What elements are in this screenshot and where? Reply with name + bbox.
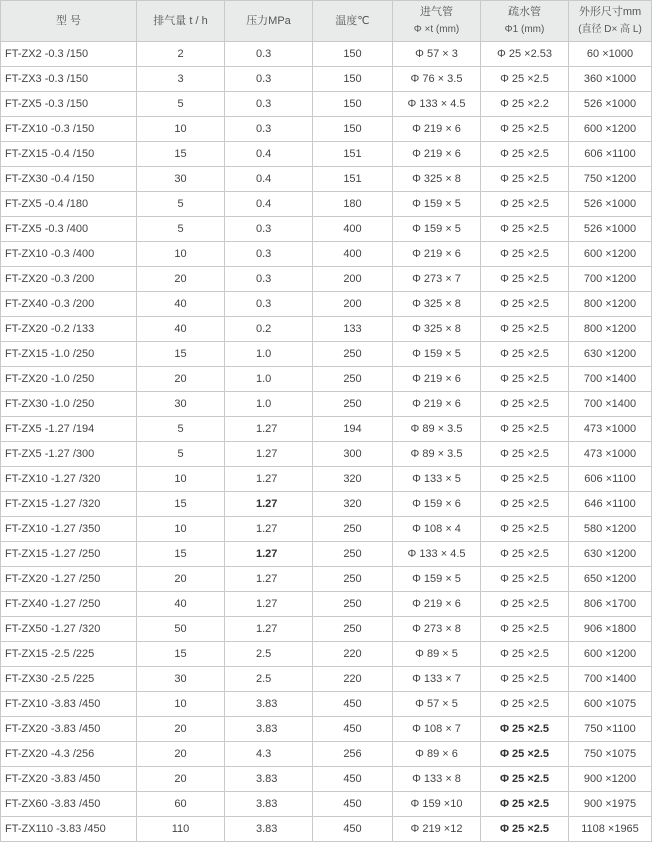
cell-model: FT-ZX10 -1.27 /350 [1, 517, 137, 542]
cell-model: FT-ZX20 -4.3 /256 [1, 742, 137, 767]
table-row [1, 342, 652, 367]
table-row [1, 142, 652, 167]
cell-flow: 3 [137, 67, 225, 92]
cell-dimensions: 580 ×1200 [569, 517, 652, 542]
cell-dimensions: 600 ×1200 [569, 117, 652, 142]
cell-model: FT-ZX20 -1.27 /250 [1, 567, 137, 592]
cell-flow: 20 [137, 717, 225, 742]
cell-model: FT-ZX110 -3.83 /450 [1, 817, 137, 842]
cell-flow: 20 [137, 767, 225, 792]
cell-flow: 15 [137, 542, 225, 567]
cell-pressure: 1.27 [225, 592, 313, 617]
header-inlet-label: 进气管 [420, 6, 453, 18]
cell-model: FT-ZX15 -1.27 /250 [1, 542, 137, 567]
cell-model: FT-ZX2 -0.3 /150 [1, 42, 137, 67]
cell-flow: 5 [137, 192, 225, 217]
cell-drain-pipe: Φ 25 ×2.5 [481, 217, 569, 242]
cell-drain-pipe: Φ 25 ×2.5 [481, 467, 569, 492]
cell-model: FT-ZX20 -0.3 /200 [1, 267, 137, 292]
cell-drain-pipe: Φ 25 ×2.5 [481, 542, 569, 567]
header-pressure-label: 压力MPa [246, 14, 291, 27]
table-row [1, 742, 652, 767]
cell-temperature: 200 [313, 292, 393, 317]
cell-pressure: 0.4 [225, 167, 313, 192]
table-row [1, 467, 652, 492]
cell-drain-pipe: Φ 25 ×2.5 [481, 67, 569, 92]
cell-dimensions: 606 ×1100 [569, 467, 652, 492]
header-temperature-label: 温度℃ [335, 14, 370, 27]
cell-pressure: 4.3 [225, 742, 313, 767]
cell-flow: 5 [137, 442, 225, 467]
header-inlet [393, 1, 481, 42]
cell-dimensions: 700 ×1400 [569, 367, 652, 392]
cell-model: FT-ZX10 -0.3 /150 [1, 117, 137, 142]
table-header [1, 1, 652, 42]
cell-pressure: 3.83 [225, 817, 313, 842]
cell-pressure: 0.3 [225, 242, 313, 267]
cell-flow: 20 [137, 742, 225, 767]
cell-drain-pipe: Φ 25 ×2.5 [481, 592, 569, 617]
cell-inlet-pipe: Φ 76 × 3.5 [393, 67, 481, 92]
table-row [1, 592, 652, 617]
cell-flow: 10 [137, 692, 225, 717]
cell-dimensions: 906 ×1800 [569, 617, 652, 642]
cell-temperature: 450 [313, 817, 393, 842]
cell-drain-pipe: Φ 25 ×2.5 [481, 492, 569, 517]
cell-temperature: 220 [313, 667, 393, 692]
cell-pressure: 1.27 [225, 517, 313, 542]
cell-pressure: 3.83 [225, 767, 313, 792]
cell-dimensions: 900 ×1975 [569, 792, 652, 817]
cell-model: FT-ZX15 -2.5 /225 [1, 642, 137, 667]
cell-inlet-pipe: Φ 273 × 8 [393, 617, 481, 642]
cell-pressure: 1.27 [225, 567, 313, 592]
cell-pressure: 0.3 [225, 217, 313, 242]
cell-temperature: 200 [313, 267, 393, 292]
cell-flow: 5 [137, 417, 225, 442]
table-row [1, 42, 652, 67]
cell-model: FT-ZX5 -0.3 /150 [1, 92, 137, 117]
header-drain [481, 1, 569, 42]
cell-inlet-pipe: Φ 159 × 5 [393, 192, 481, 217]
cell-model: FT-ZX20 -3.83 /450 [1, 717, 137, 742]
table-row [1, 817, 652, 842]
table-row [1, 167, 652, 192]
cell-inlet-pipe: Φ 159 × 5 [393, 217, 481, 242]
cell-model: FT-ZX5 -0.3 /400 [1, 217, 137, 242]
cell-pressure: 1.27 [225, 467, 313, 492]
cell-inlet-pipe: Φ 219 × 6 [393, 242, 481, 267]
table-row [1, 317, 652, 342]
cell-pressure: 0.3 [225, 117, 313, 142]
cell-dimensions: 526 ×1000 [569, 192, 652, 217]
cell-temperature: 450 [313, 767, 393, 792]
table-row [1, 67, 652, 92]
cell-drain-pipe: Φ 25 ×2.5 [481, 742, 569, 767]
cell-model: FT-ZX60 -3.83 /450 [1, 792, 137, 817]
cell-dimensions: 750 ×1200 [569, 167, 652, 192]
cell-pressure: 1.27 [225, 417, 313, 442]
cell-temperature: 250 [313, 517, 393, 542]
cell-dimensions: 526 ×1000 [569, 92, 652, 117]
cell-pressure: 1.0 [225, 392, 313, 417]
table-row [1, 767, 652, 792]
cell-dimensions: 600 ×1200 [569, 642, 652, 667]
cell-drain-pipe: Φ 25 ×2.5 [481, 617, 569, 642]
cell-dimensions: 700 ×1200 [569, 267, 652, 292]
table-row [1, 567, 652, 592]
cell-model: FT-ZX3 -0.3 /150 [1, 67, 137, 92]
header-dims-label: 外形尺寸mm [578, 6, 642, 18]
cell-temperature: 250 [313, 367, 393, 392]
cell-model: FT-ZX30 -0.4 /150 [1, 167, 137, 192]
cell-dimensions: 630 ×1200 [569, 342, 652, 367]
cell-drain-pipe: Φ 25 ×2.5 [481, 342, 569, 367]
cell-temperature: 400 [313, 217, 393, 242]
table-row [1, 117, 652, 142]
cell-dimensions: 360 ×1000 [569, 67, 652, 92]
table-row [1, 492, 652, 517]
cell-drain-pipe: Φ 25 ×2.5 [481, 367, 569, 392]
cell-flow: 30 [137, 667, 225, 692]
cell-flow: 20 [137, 567, 225, 592]
cell-inlet-pipe: Φ 108 × 7 [393, 717, 481, 742]
cell-temperature: 250 [313, 592, 393, 617]
cell-pressure: 3.83 [225, 792, 313, 817]
cell-flow: 40 [137, 317, 225, 342]
header-drain-unit: Φ1 (mm) [504, 24, 545, 35]
cell-inlet-pipe: Φ 219 × 6 [393, 142, 481, 167]
cell-inlet-pipe: Φ 159 × 6 [393, 492, 481, 517]
cell-drain-pipe: Φ 25 ×2.5 [481, 817, 569, 842]
cell-model: FT-ZX50 -1.27 /320 [1, 617, 137, 642]
cell-inlet-pipe: Φ 273 × 7 [393, 267, 481, 292]
cell-drain-pipe: Φ 25 ×2.5 [481, 717, 569, 742]
cell-drain-pipe: Φ 25 ×2.5 [481, 692, 569, 717]
header-model [1, 1, 137, 42]
cell-model: FT-ZX5 -1.27 /300 [1, 442, 137, 467]
header-flow [137, 1, 225, 42]
cell-flow: 10 [137, 517, 225, 542]
table-row [1, 217, 652, 242]
cell-dimensions: 806 ×1700 [569, 592, 652, 617]
cell-inlet-pipe: Φ 219 × 6 [393, 367, 481, 392]
cell-temperature: 133 [313, 317, 393, 342]
cell-drain-pipe: Φ 25 ×2.5 [481, 267, 569, 292]
cell-model: FT-ZX15 -1.0 /250 [1, 342, 137, 367]
cell-flow: 50 [137, 617, 225, 642]
cell-temperature: 250 [313, 567, 393, 592]
cell-temperature: 450 [313, 717, 393, 742]
cell-flow: 40 [137, 592, 225, 617]
cell-dimensions: 600 ×1200 [569, 242, 652, 267]
cell-pressure: 0.4 [225, 142, 313, 167]
header-dims-unit: (直径 D× 高 L) [578, 24, 642, 35]
cell-dimensions: 600 ×1075 [569, 692, 652, 717]
cell-temperature: 320 [313, 492, 393, 517]
cell-dimensions: 630 ×1200 [569, 542, 652, 567]
cell-pressure: 1.0 [225, 367, 313, 392]
cell-dimensions: 60 ×1000 [569, 42, 652, 67]
header-pressure [225, 1, 313, 42]
cell-inlet-pipe: Φ 219 ×12 [393, 817, 481, 842]
cell-pressure: 1.27 [225, 542, 313, 567]
cell-flow: 15 [137, 142, 225, 167]
cell-inlet-pipe: Φ 57 × 3 [393, 42, 481, 67]
cell-temperature: 256 [313, 742, 393, 767]
header-model-label: 型 号 [55, 14, 82, 27]
cell-temperature: 151 [313, 142, 393, 167]
cell-model: FT-ZX30 -2.5 /225 [1, 667, 137, 692]
cell-drain-pipe: Φ 25 ×2.5 [481, 642, 569, 667]
cell-flow: 15 [137, 492, 225, 517]
cell-inlet-pipe: Φ 89 × 3.5 [393, 417, 481, 442]
cell-temperature: 250 [313, 542, 393, 567]
cell-temperature: 250 [313, 392, 393, 417]
cell-flow: 10 [137, 117, 225, 142]
cell-flow: 10 [137, 242, 225, 267]
cell-flow: 5 [137, 217, 225, 242]
table-row [1, 692, 652, 717]
cell-dimensions: 526 ×1000 [569, 217, 652, 242]
cell-flow: 5 [137, 92, 225, 117]
table-row [1, 542, 652, 567]
cell-pressure: 1.27 [225, 492, 313, 517]
cell-model: FT-ZX5 -0.4 /180 [1, 192, 137, 217]
cell-pressure: 0.3 [225, 42, 313, 67]
cell-inlet-pipe: Φ 89 × 6 [393, 742, 481, 767]
cell-drain-pipe: Φ 25 ×2.5 [481, 392, 569, 417]
cell-inlet-pipe: Φ 108 × 4 [393, 517, 481, 542]
cell-dimensions: 473 ×1000 [569, 417, 652, 442]
table-row [1, 367, 652, 392]
cell-pressure: 0.3 [225, 92, 313, 117]
cell-inlet-pipe: Φ 219 × 6 [393, 392, 481, 417]
cell-dimensions: 473 ×1000 [569, 442, 652, 467]
cell-temperature: 151 [313, 167, 393, 192]
cell-model: FT-ZX20 -1.0 /250 [1, 367, 137, 392]
cell-model: FT-ZX10 -0.3 /400 [1, 242, 137, 267]
table-row [1, 242, 652, 267]
cell-drain-pipe: Φ 25 ×2.5 [481, 142, 569, 167]
cell-model: FT-ZX15 -0.4 /150 [1, 142, 137, 167]
cell-inlet-pipe: Φ 89 × 3.5 [393, 442, 481, 467]
cell-flow: 40 [137, 292, 225, 317]
cell-inlet-pipe: Φ 133 × 8 [393, 767, 481, 792]
cell-pressure: 1.27 [225, 617, 313, 642]
cell-inlet-pipe: Φ 133 × 7 [393, 667, 481, 692]
cell-flow: 60 [137, 792, 225, 817]
cell-model: FT-ZX5 -1.27 /194 [1, 417, 137, 442]
cell-dimensions: 800 ×1200 [569, 317, 652, 342]
cell-flow: 15 [137, 342, 225, 367]
header-inlet-unit: Φ ×t (mm) [413, 24, 460, 35]
cell-pressure: 0.2 [225, 317, 313, 342]
table-row [1, 517, 652, 542]
cell-temperature: 400 [313, 242, 393, 267]
cell-dimensions: 1108 ×1965 [569, 817, 652, 842]
cell-inlet-pipe: Φ 219 × 6 [393, 592, 481, 617]
cell-dimensions: 700 ×1400 [569, 392, 652, 417]
cell-temperature: 300 [313, 442, 393, 467]
cell-flow: 15 [137, 642, 225, 667]
cell-model: FT-ZX10 -1.27 /320 [1, 467, 137, 492]
cell-temperature: 250 [313, 342, 393, 367]
cell-inlet-pipe: Φ 133 × 5 [393, 467, 481, 492]
cell-model: FT-ZX40 -1.27 /250 [1, 592, 137, 617]
cell-drain-pipe: Φ 25 ×2.5 [481, 167, 569, 192]
cell-pressure: 0.3 [225, 292, 313, 317]
cell-temperature: 450 [313, 692, 393, 717]
cell-pressure: 0.4 [225, 192, 313, 217]
cell-drain-pipe: Φ 25 ×2.5 [481, 667, 569, 692]
cell-temperature: 220 [313, 642, 393, 667]
table-body [1, 42, 652, 842]
cell-inlet-pipe: Φ 133 × 4.5 [393, 542, 481, 567]
cell-temperature: 320 [313, 467, 393, 492]
cell-dimensions: 750 ×1075 [569, 742, 652, 767]
table-row [1, 442, 652, 467]
cell-drain-pipe: Φ 25 ×2.5 [481, 117, 569, 142]
cell-inlet-pipe: Φ 159 ×10 [393, 792, 481, 817]
cell-dimensions: 650 ×1200 [569, 567, 652, 592]
table-row [1, 392, 652, 417]
cell-model: FT-ZX20 -3.83 /450 [1, 767, 137, 792]
cell-flow: 110 [137, 817, 225, 842]
cell-inlet-pipe: Φ 89 × 5 [393, 642, 481, 667]
cell-model: FT-ZX15 -1.27 /320 [1, 492, 137, 517]
cell-model: FT-ZX30 -1.0 /250 [1, 392, 137, 417]
cell-temperature: 150 [313, 117, 393, 142]
cell-inlet-pipe: Φ 159 × 5 [393, 342, 481, 367]
cell-dimensions: 700 ×1400 [569, 667, 652, 692]
table-row [1, 717, 652, 742]
header-flow-label: 排气量 t / h [153, 14, 208, 27]
cell-temperature: 150 [313, 92, 393, 117]
cell-dimensions: 606 ×1100 [569, 142, 652, 167]
cell-pressure: 3.83 [225, 692, 313, 717]
table-row [1, 267, 652, 292]
cell-drain-pipe: Φ 25 ×2.5 [481, 292, 569, 317]
table-row [1, 192, 652, 217]
cell-flow: 30 [137, 167, 225, 192]
cell-pressure: 0.3 [225, 67, 313, 92]
cell-model: FT-ZX20 -0.2 /133 [1, 317, 137, 342]
cell-drain-pipe: Φ 25 ×2.5 [481, 767, 569, 792]
cell-pressure: 2.5 [225, 667, 313, 692]
cell-pressure: 0.3 [225, 267, 313, 292]
cell-dimensions: 750 ×1100 [569, 717, 652, 742]
cell-drain-pipe: Φ 25 ×2.53 [481, 42, 569, 67]
cell-temperature: 194 [313, 417, 393, 442]
cell-temperature: 150 [313, 67, 393, 92]
cell-flow: 20 [137, 267, 225, 292]
table-row [1, 792, 652, 817]
cell-drain-pipe: Φ 25 ×2.5 [481, 317, 569, 342]
cell-pressure: 1.27 [225, 442, 313, 467]
table-row [1, 642, 652, 667]
cell-drain-pipe: Φ 25 ×2.5 [481, 567, 569, 592]
cell-temperature: 180 [313, 192, 393, 217]
cell-drain-pipe: Φ 25 ×2.5 [481, 242, 569, 267]
header-dims [569, 1, 652, 42]
cell-dimensions: 800 ×1200 [569, 292, 652, 317]
cell-flow: 20 [137, 367, 225, 392]
table-row [1, 667, 652, 692]
cell-temperature: 450 [313, 792, 393, 817]
cell-flow: 10 [137, 467, 225, 492]
cell-model: FT-ZX10 -3.83 /450 [1, 692, 137, 717]
cell-flow: 2 [137, 42, 225, 67]
cell-flow: 30 [137, 392, 225, 417]
table-row [1, 92, 652, 117]
table-row [1, 417, 652, 442]
cell-pressure: 2.5 [225, 642, 313, 667]
cell-drain-pipe: Φ 25 ×2.2 [481, 92, 569, 117]
cell-dimensions: 900 ×1200 [569, 767, 652, 792]
cell-drain-pipe: Φ 25 ×2.5 [481, 442, 569, 467]
cell-model: FT-ZX40 -0.3 /200 [1, 292, 137, 317]
cell-inlet-pipe: Φ 325 × 8 [393, 167, 481, 192]
cell-inlet-pipe: Φ 57 × 5 [393, 692, 481, 717]
cell-dimensions: 646 ×1100 [569, 492, 652, 517]
cell-drain-pipe: Φ 25 ×2.5 [481, 417, 569, 442]
cell-temperature: 150 [313, 42, 393, 67]
cell-temperature: 250 [313, 617, 393, 642]
header-drain-label: 疏水管 [508, 6, 541, 18]
cell-drain-pipe: Φ 25 ×2.5 [481, 192, 569, 217]
cell-pressure: 1.0 [225, 342, 313, 367]
cell-inlet-pipe: Φ 133 × 4.5 [393, 92, 481, 117]
table-row [1, 617, 652, 642]
header-temperature [313, 1, 393, 42]
table-row [1, 292, 652, 317]
cell-inlet-pipe: Φ 219 × 6 [393, 117, 481, 142]
cell-drain-pipe: Φ 25 ×2.5 [481, 517, 569, 542]
cell-inlet-pipe: Φ 325 × 8 [393, 292, 481, 317]
header-row [1, 1, 652, 42]
cell-inlet-pipe: Φ 325 × 8 [393, 317, 481, 342]
cell-pressure: 3.83 [225, 717, 313, 742]
cell-drain-pipe: Φ 25 ×2.5 [481, 792, 569, 817]
cell-inlet-pipe: Φ 159 × 5 [393, 567, 481, 592]
